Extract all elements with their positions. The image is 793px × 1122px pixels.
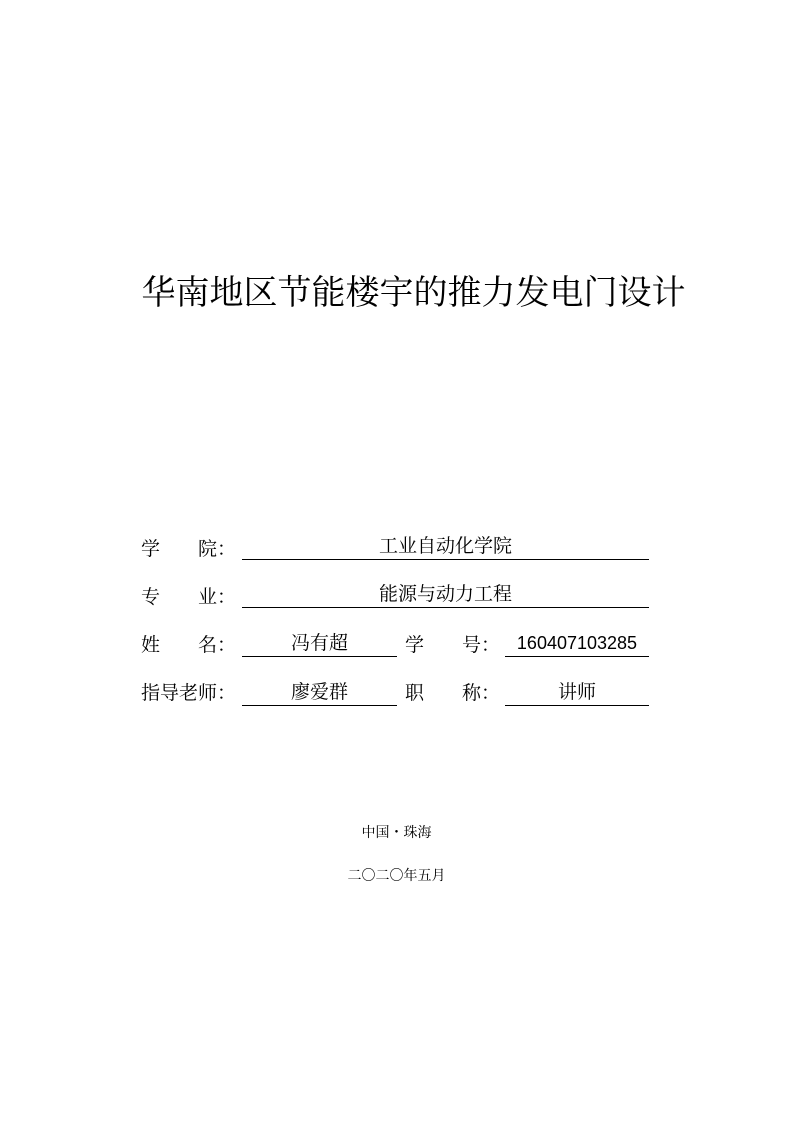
thesis-title: 华南地区节能楼宇的推力发电门设计 [141, 273, 686, 313]
academic-title-value: 讲师 [505, 679, 649, 706]
date-text: 二〇二〇年五月 [347, 868, 446, 884]
advisor-label: 指导老师： [141, 682, 237, 704]
academic-title-label: 职 称： [405, 682, 501, 704]
name-value: 冯有超 [242, 630, 397, 657]
college-label: 学 院： [141, 538, 237, 560]
major-label: 专 业： [141, 586, 237, 608]
location-text: 中国・珠海 [361, 825, 432, 841]
major-value: 能源与动力工程 [242, 581, 649, 608]
advisor-value: 廖爱群 [242, 679, 397, 706]
student-id-value: 160407103285 [505, 630, 649, 657]
student-id-label: 学 号： [405, 634, 501, 656]
name-label: 姓 名： [141, 634, 237, 656]
college-value: 工业自动化学院 [242, 533, 649, 560]
